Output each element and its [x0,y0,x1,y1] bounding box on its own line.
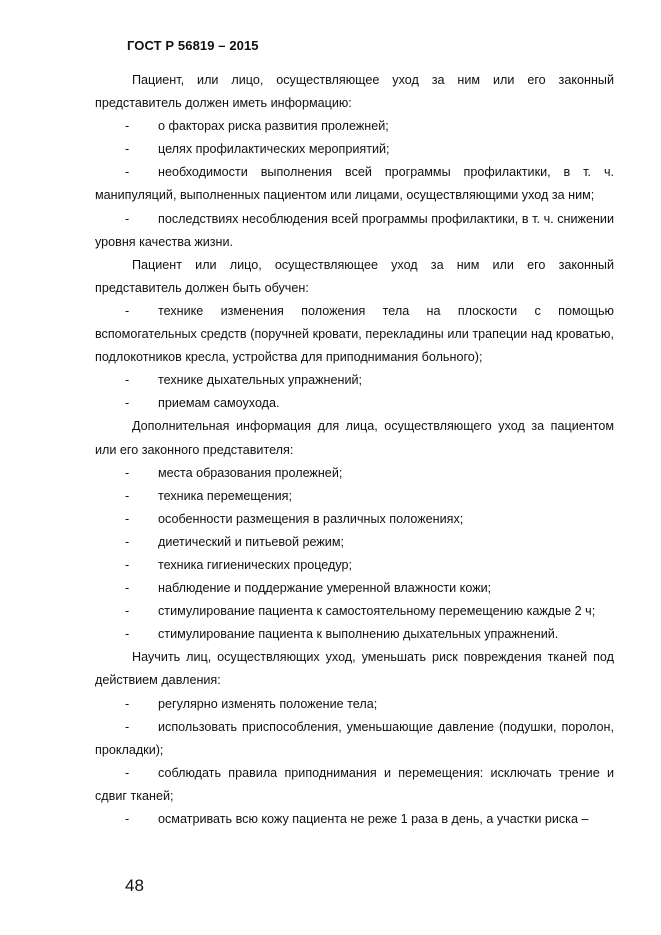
document-body [95,69,614,831]
list-item: - технике изменения положения тела на плоскости с помощью вспомогательных средств (поручней кровати, перекладины или трапеции над кроватью, подлокотников кресла, устройства для приподнимания больного); [95,300,614,369]
list-item: - целях профилактических мероприятий; [95,138,614,161]
list-item: - стимулирование пациента к выполнению дыхательных упражнений. [95,623,614,646]
bullet-dash: - [125,627,130,642]
list-item: - диетический и питьевой режим; [95,531,614,554]
bullet-dash: - [125,511,130,526]
list-item: - техника гигиенических процедур; [95,554,614,577]
paragraph: Дополнительная информация для лица, осуществляющего уход за пациентом или его законного представителя: [95,419,614,457]
list-item: - осматривать всю кожу пациента не реже 1 раза в день, а участки риска – [95,808,614,831]
bullet-dash: - [125,488,130,503]
bullet-dash: - [125,165,130,180]
list-item: - особенности размещения в различных положениях; [95,508,614,531]
bullet-dash: - [125,142,130,157]
list-item: - соблюдать правила приподнимания и перемещения: исключать трение и сдвиг тканей; [95,762,614,808]
bullet-dash: - [125,557,130,572]
list-item: - регулярно изменять положение тела; [95,693,614,716]
bullet-dash: - [125,303,130,318]
bullet-dash: - [125,765,130,780]
bullet-dash: - [125,719,130,734]
list-item: - технике дыхательных упражнений; [95,369,614,392]
list-item: - наблюдение и поддержание умеренной влажности кожи; [95,577,614,600]
list-item: - техника перемещения; [95,485,614,508]
bullet-dash: - [125,373,130,388]
bullet-dash: - [125,119,130,134]
bullet-dash: - [125,696,130,711]
bullet-dash: - [125,534,130,549]
list-item: - приемам самоухода. [95,392,614,415]
list-item: - необходимости выполнения всей программы профилактики, в т. ч. манипуляций, выполненных пациентом или лицами, осуществляющими уход за ним; [95,161,614,207]
bullet-dash: - [125,396,130,411]
list-item: - места образования пролежней; [95,462,614,485]
page-number: 48 [125,876,144,895]
bullet-dash: - [125,604,130,619]
bullet-dash: - [125,211,130,226]
list-item: - стимулирование пациента к самостоятельному перемещению каждые 2 ч; [95,600,614,623]
bullet-dash: - [125,581,130,596]
list-item: - последствиях несоблюдения всей программы профилактики, в т. ч. снижении уровня качества жизни. [95,208,614,254]
paragraph: Пациент или лицо, осуществляющее уход за ним или его законный представитель должен быть обучен: [95,257,614,295]
paragraph: Научить лиц, осуществляющих уход, уменьшать риск повреждения тканей под действием давления: [95,650,614,688]
bullet-dash: - [125,812,130,826]
list-item: - о факторах риска развития пролежней; [95,115,614,138]
bullet-dash: - [125,465,130,480]
document-header: ГОСТ Р 56819 – 2015 [127,38,259,53]
list-item: - использовать приспособления, уменьшающие давление (подушки, поролон, прокладки); [95,716,614,762]
paragraph: Пациент, или лицо, осуществляющее уход за ним или его законный представитель должен иметь информацию: [95,73,614,111]
